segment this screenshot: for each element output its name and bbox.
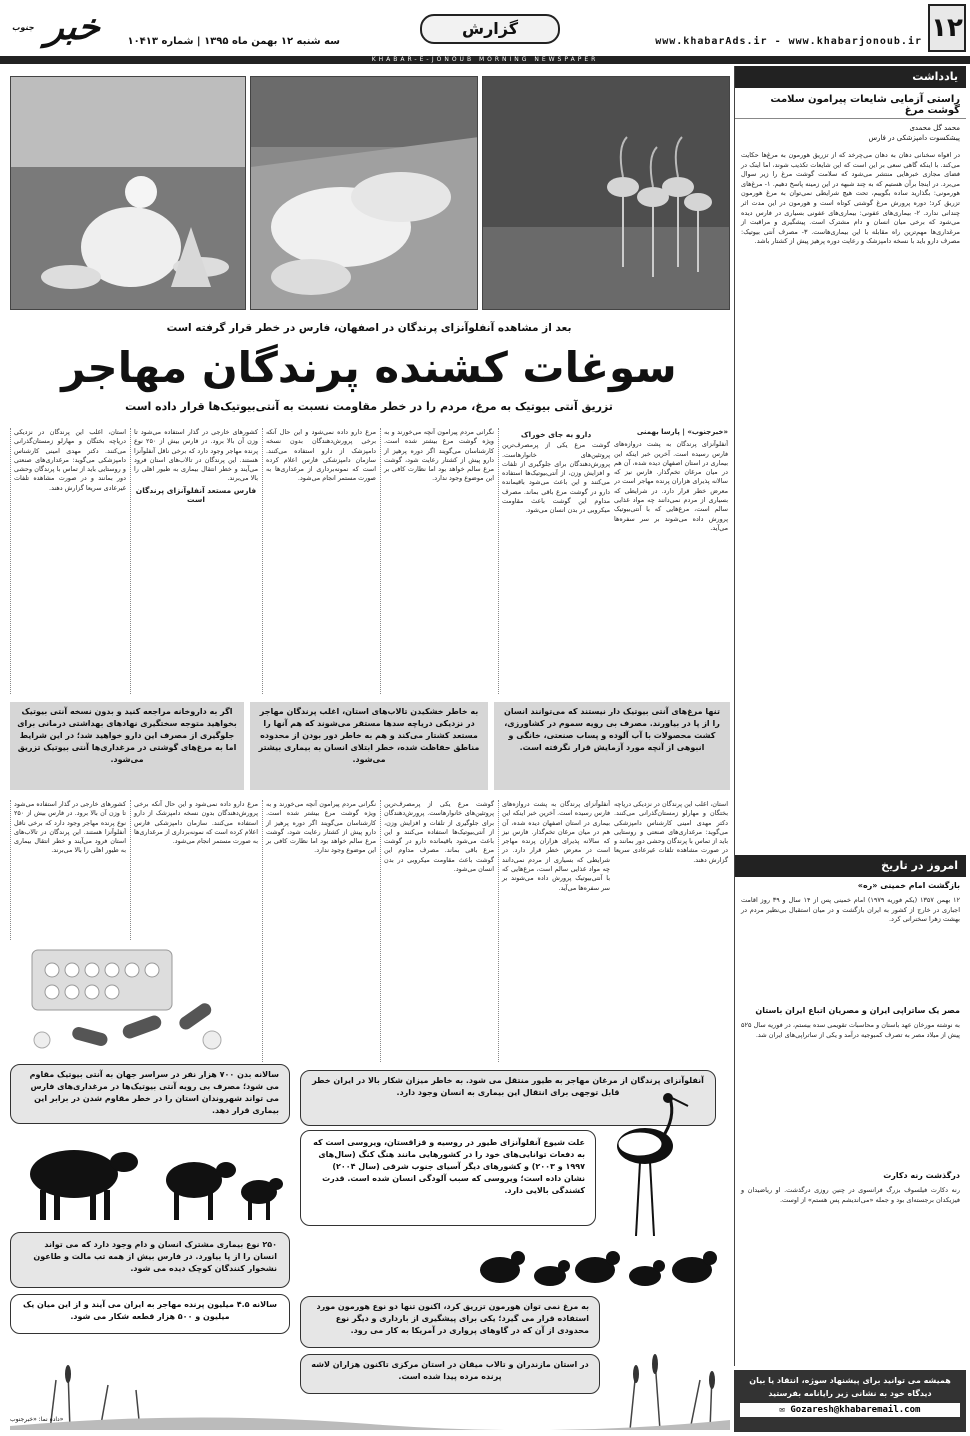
pills-illustration bbox=[12, 940, 252, 1060]
reeds-icon bbox=[10, 1340, 730, 1430]
article-subheadline: تزریق آنتی بیوتیک به مرغ، مردم را در خطر مقاومت نسبت به آنتی‌بیوتیک‌ها قرار داده است bbox=[125, 400, 613, 413]
fact-box-virus bbox=[300, 1130, 596, 1226]
article-column-12 bbox=[10, 800, 126, 940]
fact-text: آنفلوآنزای پرندگان از مرغان مهاجر به طیور منتقل می شود. به خاطر میزان شکار بالا در ایران خطر قابل توجهی برای انتقال این بیماری به انسان وجود دارد. bbox=[312, 1076, 704, 1097]
author-role: پیشکسوت دامپزشکی در فارس bbox=[868, 134, 960, 142]
culled-chickens-graphic bbox=[251, 77, 478, 310]
article-column-5 bbox=[130, 428, 258, 694]
column-text: نگرانی مردم پیرامون آنچه می‌خورند و به ویژه گوشت مرغ بیشتر شده است. کارشناسان می‌گویند اگر دوره پرهیز از دارو پیش از کشتار رعایت شود، گوشت مرغ سالم خواهد بود اما نظارت کافی بر این موضوع وجود ندارد. bbox=[266, 800, 376, 855]
newspaper-logo bbox=[3, 6, 109, 52]
banner-strip: KHABAR-E-JONOUB MORNING NEWSPAPER bbox=[0, 56, 970, 64]
fact-text: سالانه ۴.۵ میلیون پرنده مهاجر به ایران می آیند و از این میان یک میلیون و ۵۰۰ هزار قطعه شکار می شود. bbox=[23, 1300, 277, 1321]
dateline: سه شنبه ۱۲ بهمن ماه ۱۳۹۵ | شماره ۱۰۴۱۳ bbox=[127, 36, 340, 47]
photo-culled-chickens bbox=[250, 76, 478, 310]
column-text: کشورهای خارجی در گذار استفاده می‌شود تا وزن آن بالا برود. در فارس بیش از ۲۵۰ نوع پرنده مهاجر وجود دارد که برخی ناقل آنفلوآنزا هستند. این پرندگان در تالاب‌های استان فرود می‌آیند و خطر انتقال بیماری به طیور اهلی را بالا می‌برند. bbox=[134, 428, 258, 483]
masthead bbox=[0, 0, 970, 62]
history-item-title: درگذشت رنه دکارت bbox=[883, 1171, 960, 1180]
chickens-icon bbox=[470, 1236, 720, 1296]
article-column-1 bbox=[614, 428, 728, 694]
section-label: گزارش bbox=[420, 14, 560, 44]
article-headline: سوغات کشنده پرندگان مهاجر bbox=[61, 343, 677, 392]
ad-line-2: دیدگاه خود به نشانی زیر رایانامه بفرستید bbox=[768, 1389, 932, 1398]
livestock-illustration bbox=[14, 1134, 284, 1226]
history-item-text: رنه دکارت فیلسوف بزرگ فرانسوی در چنین روزی درگذشت. او ریاضیدان و فیزیکدان برجسته‌ای بود و جمله «می‌اندیشم پس هستم» از اوست. bbox=[741, 1186, 960, 1204]
stork-icon bbox=[600, 1086, 690, 1246]
article-column-2 bbox=[498, 428, 610, 694]
article-column-11 bbox=[130, 800, 258, 940]
fact-text: ۲۵۰ نوع بیماری مشترک انسان و دام وجود دارد که می تواند انسان را از پا بیاورد. در فارس بیش از همه تب مالت و طاعون نشخوار کنندگان کوچک دیده می شود. bbox=[33, 1240, 277, 1273]
column-text: استان، اغلب این پرندگان در نزدیکی دریاچه بختگان و مهارلو زمستان‌گذرانی می‌کنند. دکتر مهدی امینی کارشناس دامپزشکی می‌گوید: مرغداری‌های صنعتی و روستایی باید از تماس با پرندگان وحشی دور بمانند و در صورت مشاهده تلفات غیرعادی سریعا گزارش دهند. bbox=[614, 800, 728, 864]
article-column-4 bbox=[262, 428, 376, 694]
note-body: در افواه سخنانی دهان به دهان می‌چرخد که از تزریق هورمون به مرغ‌ها حکایت می‌کند. با اینکه گاهی سعی بر این است که این شایعات تکذیب شوند، اما اینک در فضای مجازی خبرهایی منتشر می‌شود که سلامت گوشت مرغ را زیر سوال می‌برد. در اینجا برآن هستیم که به چند شبهه در این زمینه پاسخ دهیم. ۱- مرغ‌های هورمونی: بگذارید ساده بگوییم، تحت هیچ شرایطی نمی‌توان به مرغ هورمون تزریق کرد؛ دوره پرورش مرغ گوشتی کوتاه است و هورمون در این مدت اثر چندانی ندارد. ۲- بیماری‌های عفونی: بیماری‌های عفونی بسیاری در فارس دیده می‌شود که برخی میان انسان و دام مشترک است. پیشگیری و مراقبت از مرغداری‌ها مهم‌ترین راه مقابله با این بیماری‌هاست. ۳- مصرف آنتی بیوتیک: مصرف دارو باید با نسخه دامپزشک و رعایت دوره پرهیز پیش از کشتار باشد. bbox=[741, 151, 960, 246]
column-text: آنفلوآنزای پرندگان به پشت دروازه‌های فارس رسیده است. آخرین خبر اینکه این بیماری در استان اصفهان دیده شده، آن هم در میان مرغان تخم‌گذار. فارس نیز که سالانه پذیرای هزاران پرنده مهاجر است در معرض خطر قرار دارد. در شرایطی که بسیاری از مردم نمی‌دانند چه مواد غذایی سالم است، مرغ‌هایی که با آنتی‌بیوتیک پرورش داده می‌شوند بر سر سفره‌ها می‌آید. bbox=[502, 800, 610, 892]
ad-line-1: همیشه می توانید برای پیشنهاد سوژه، انتقاد یا بیان bbox=[749, 1376, 951, 1385]
column-text: نگرانی مردم پیرامون آنچه می‌خورند و به ویژه گوشت مرغ بیشتر شده است. کارشناسان می‌گویند اگر دوره پرهیز از دارو پیش از کشتار رعایت شود، گوشت مرغ سالم خواهد بود اما نظارت کافی بر این موضوع وجود ندارد. bbox=[384, 428, 494, 483]
fact-box-resistance bbox=[10, 1064, 290, 1124]
poultry-worker-graphic bbox=[11, 77, 246, 310]
history-section-header bbox=[735, 855, 966, 877]
note-author bbox=[735, 119, 966, 147]
logo-subtext: جنوب bbox=[11, 23, 36, 32]
feedback-email[interactable] bbox=[740, 1403, 960, 1417]
article-column-6 bbox=[10, 428, 126, 694]
chickens-illustration bbox=[470, 1236, 720, 1296]
article-byline: «خبرجنوب» | پارسا بهمنی bbox=[636, 428, 728, 436]
column-text: کشورهای خارجی در گذار استفاده می‌شود تا وزن آن بالا برود. در فارس بیش از ۲۵۰ نوع پرنده مهاجر وجود دارد که برخی ناقل آنفلوآنزا هستند. این پرندگان در تالاب‌های استان فرود می‌آیند و خطر انتقال بیماری به طیور اهلی را بالا می‌برند. bbox=[14, 800, 126, 855]
article-column-8 bbox=[498, 800, 610, 1062]
photo-flamingos bbox=[482, 76, 730, 310]
logo-text: خبر bbox=[44, 7, 103, 48]
website-urls[interactable]: www.khabarAds.ir - www.khabarjonoub.ir bbox=[655, 36, 922, 47]
history-item-title: بازگشت امام خمینی «ره» bbox=[857, 881, 960, 890]
column-text: مرغ دارو داده نمی‌شود و این حال آنکه برخی پرورش‌دهندگان بدون نسخه دامپزشک از دارو استفاده می‌کنند. سازمان دامپزشکی فارس اعلام کرده است که نمونه‌برداری از مرغداری‌ها به صورت مستمر انجام می‌شود. bbox=[266, 428, 376, 483]
history-item-title: مصر یک ساتراپی ایران و مصریان اتباع ایران باستان bbox=[755, 1006, 960, 1015]
photo-poultry-worker bbox=[10, 76, 246, 310]
article-column-3 bbox=[380, 428, 494, 694]
column-text: آنفلوآنزای پرندگان به پشت دروازه‌های فارس رسیده است. آخرین خبر اینکه این بیماری در استان اصفهان دیده شده، آن هم در میان مرغان تخم‌گذار. فارس نیز که سالانه پذیرای هزاران پرنده مهاجر است در معرض خطر قرار دارد. در شرایطی که بسیاری از مردم نمی‌دانند چه مواد غذایی سالم است، مرغ‌هایی که با آنتی‌بیوتیک پرورش داده می‌شوند بر سر سفره‌ها می‌آید. bbox=[614, 440, 728, 532]
pills-icon bbox=[12, 940, 252, 1060]
image-credit: داده نما: «خبرجنوب» bbox=[10, 1416, 64, 1423]
note-title: راستی آزمایی شایعات پیرامون سلامت گوشت مرغ bbox=[735, 88, 966, 119]
pull-quote-1: تنها مرغ‌های آنتی بیوتیک دار نیستند که می‌توانند انسان را از پا در بیاورند. مصرف بی رویه سموم در کشاورزی، کشت محصولات با آب آلوده و پساب صنعتی، خانگی و انبوهی از آنچه مورد آزمایش قرار نگرفته است. bbox=[494, 702, 730, 790]
flamingos-graphic bbox=[483, 77, 730, 310]
email-icon: ✉ bbox=[779, 1405, 785, 1415]
column-text: گوشت مرغ یکی از پرمصرف‌ترین پروتئین‌های خانوارهاست. پرورش‌دهندگان برای جلوگیری از تلفات و افزایش وزن، از آنتی‌بیوتیک‌ها استفاده می‌کنند و این باعث می‌شود باقیمانده دارو در گوشت مرغ باقی بماند. مصرف مداوم این گوشت باعث مقاومت میکروبی در بدن انسان می‌شود. bbox=[384, 800, 494, 874]
livestock-icon bbox=[14, 1134, 284, 1226]
history-label: امروز در تاریخ bbox=[881, 859, 958, 872]
pull-quote-2: به خاطر خشکیدن تالاب‌های استان، اغلب پرندگان مهاجر در نزدیکی دریاچه سدها مستقر می‌شوند که هم آنها را مستعد کشتار می‌کند و هم به خاطر دور بودن از محدوده مناطق حفاظت شده، خطر ابتلای انسان به بیماری بیشتر می‌شود. bbox=[250, 702, 488, 790]
note-section-header bbox=[735, 66, 966, 88]
history-item-text: ۱۲ بهمن ۱۳۵۷ (یکم فوریه ۱۹۷۹) امام خمینی پس از ۱۴ سال و ۳۹ روز اقامت اجباری در خارج از کشور به ایران بازگشت و در میان استقبال بی‌نظیر مردم در بهشت زهرا سخنرانی کرد. bbox=[741, 896, 960, 924]
feedback-ad-box bbox=[734, 1370, 966, 1432]
section-head-fars: فارس مستعد آنفلوآنزای پرندگان است bbox=[135, 485, 257, 505]
article-column-10 bbox=[262, 800, 376, 1062]
email-address[interactable]: Gozaresh@khabaremail.com bbox=[790, 1405, 921, 1415]
fact-text: علت شیوع آنفلوآنزای طیور در روسیه و قزاقستان، ویروسی است که به دفعات توانایی‌های خود را در کشورهایی مانند هنگ کنگ (سال‌های ۱۹۹۷ و ۲۰۰۳) و کشورهای دیگر آسیای جنوب شرقی (سال ۲۰۰۴) نشان داده است؛ ویروسی که سبب آلودگی انسان شده است. قدرت کشندگی بالایی دارد. bbox=[313, 1138, 585, 1195]
fact-box-hunting bbox=[10, 1294, 290, 1334]
page-number: ۱۲ bbox=[928, 4, 966, 52]
column-text: مرغ دارو داده نمی‌شود و این حال آنکه برخی پرورش‌دهندگان بدون نسخه دامپزشک از دارو استفاده می‌کنند. سازمان دامپزشکی فارس اعلام کرده است که نمونه‌برداری از مرغداری‌ها به صورت مستمر انجام می‌شود. bbox=[134, 800, 258, 846]
fact-text: به مرغ نمی توان هورمون تزریق کرد، اکنون تنها دو نوع هورمون مورد استفاده قرار می گیرد؛ یکی برای پیشگیری از بارداری و دیگر نوع محدودی از آن که در گاوهای پرواری در آمریکا به کار می رود. bbox=[316, 1302, 589, 1335]
column-text: گوشت مرغ یکی از پرمصرف‌ترین پروتئین‌های خانوارهاست. پرورش‌دهندگان برای جلوگیری از تلفات و افزایش وزن، از آنتی‌بیوتیک‌ها استفاده می‌کنند و این باعث می‌شود باقیمانده دارو در گوشت مرغ باقی بماند. مصرف مداوم این گوشت باعث مقاومت میکروبی در بدن انسان می‌شود. bbox=[502, 441, 610, 515]
wetland-illustration bbox=[10, 1340, 730, 1430]
stork-illustration bbox=[600, 1086, 690, 1246]
article-column-7 bbox=[614, 800, 728, 1062]
note-label: یادداشت bbox=[912, 70, 958, 83]
section-head-medicine: دارو به جای خوراک bbox=[520, 430, 592, 439]
column-text: استان، اغلب این پرندگان در نزدیکی دریاچه بختگان و مهارلو زمستان‌گذرانی می‌کنند. دکتر مهدی امینی کارشناس دامپزشکی می‌گوید: مرغداری‌های صنعتی و روستایی باید از تماس با پرندگان وحشی دور بمانند و در صورت مشاهده تلفات غیرعادی سریعا گزارش دهند. bbox=[14, 428, 126, 492]
history-item-text: به نوشته مورخان عهد باستان و محاسبات تقویمی سده بیستم، در فوریه سال ۵۲۵ پیش از میلاد مصر به تصرف کمبوجیه درآمد و یکی از ساتراپی‌های ایران شد. bbox=[741, 1021, 960, 1039]
article-kicker: بعد از مشاهده آنفلوآنزای پرندگان در اصفهان، فارس در خطر قرار گرفته است bbox=[166, 322, 572, 334]
right-sidebar bbox=[734, 66, 966, 1366]
pull-quote-3: اگر به داروخانه مراجعه کنید و بدون نسخه آنتی بیوتیک بخواهید متوجه سختگیری نهادهای بهداشتی درمانی برای جلوگیری از مصرف این دارو خواهید شد؛ در این شرایط اما به مرغ‌های گوشتی در مرغداری‌ها آنتی بیوتیک تزریق می‌شود. bbox=[10, 702, 244, 790]
fact-text: سالانه بدن ۷۰۰ هزار نفر در سراسر جهان به آنتی بیوتیک مقاوم می شود؛ مصرف بی رویه آنتی بیوتیک‌ها در مرغداری‌های فارس می تواند شهروندان استان را در خطر مقاوم شدن در برابر این بیماری قرار دهد. bbox=[29, 1070, 279, 1115]
article-column-9 bbox=[380, 800, 494, 1062]
author-name: محمد گل محمدی bbox=[909, 124, 960, 132]
fact-text: در استان مازندران و تالاب میقان در استان مرکزی تاکنون هزاران لاشه پرنده مرده پیدا شده است. bbox=[311, 1360, 589, 1381]
fact-box-zoonotic bbox=[10, 1232, 290, 1288]
